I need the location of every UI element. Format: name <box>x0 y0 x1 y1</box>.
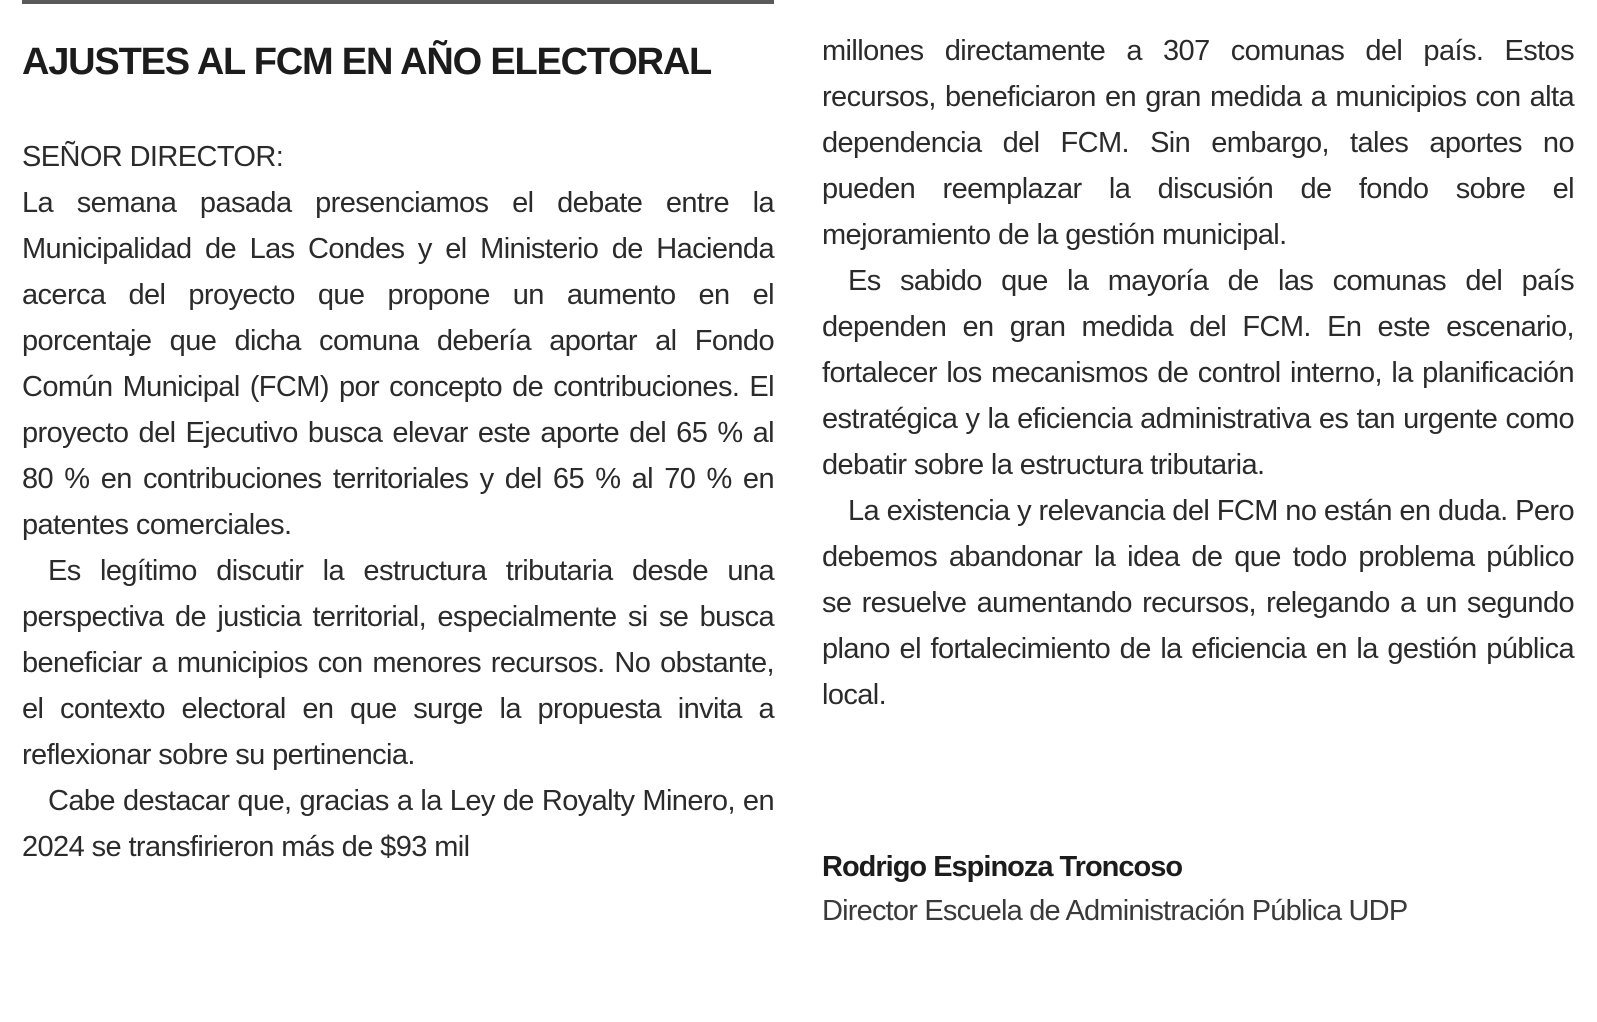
signature-block <box>822 845 1582 933</box>
signer-title: Director Escuela de Administración Pública UDP <box>822 895 1408 927</box>
top-rule <box>22 0 774 4</box>
paragraph-3-continued: millones directamente a 307 comunas del país. Estos recursos, beneficiaron en gran medida a municipios con alta dependencia del FCM. Sin embargo, tales aportes no pueden reemplazar la discusión de fondo sobre el mejoramiento de la gestión municipal. <box>822 35 1574 251</box>
paragraph-4: Es sabido que la mayoría de las comunas del país dependen en gran medida del FCM. En este escenario, fortalecer los mecanismos de control interno, la planificación estratégica y la eficiencia administrativa es tan urgente como debatir sobre la estructura tributaria. <box>822 265 1574 481</box>
signer-name: Rodrigo Espinoza Troncoso <box>822 851 1183 883</box>
paragraph-2: Es legítimo discutir la estructura tributaria desde una perspectiva de justicia territorial, especialmente si se busca beneficiar a municipios con menores recursos. No obstante, el contexto electoral en que surge la propuesta invita a reflexionar sobre su pertinencia. <box>22 555 774 771</box>
headline: AJUSTES AL FCM EN AÑO ELECTORAL <box>22 41 712 83</box>
column-right <box>822 28 1574 718</box>
paragraph-5: La existencia y relevancia del FCM no están en duda. Pero debemos abandonar la idea de que todo problema público se resuelve aumentando recursos, relegando a un segundo plano el fortalecimiento de la eficiencia en la gestión pública local. <box>822 495 1574 711</box>
paragraph-3-start: Cabe destacar que, gracias a la Ley de Royalty Minero, en 2024 se transfirieron más de $93 mil <box>22 785 774 863</box>
paragraph-1: La semana pasada presenciamos el debate entre la Municipalidad de Las Condes y el Ministerio de Hacienda acerca del proyecto que propone un aumento en el porcentaje que dicha comuna debería aportar al Fondo Común Municipal (FCM) por concepto de contribuciones. El proyecto del Ejecutivo busca elevar este aporte del 65 % al 80 % en contribuciones territoriales y del 65 % al 70 % en patentes comerciales. <box>22 187 774 541</box>
salutation: SEÑOR DIRECTOR: <box>22 141 284 173</box>
column-left <box>22 134 774 870</box>
